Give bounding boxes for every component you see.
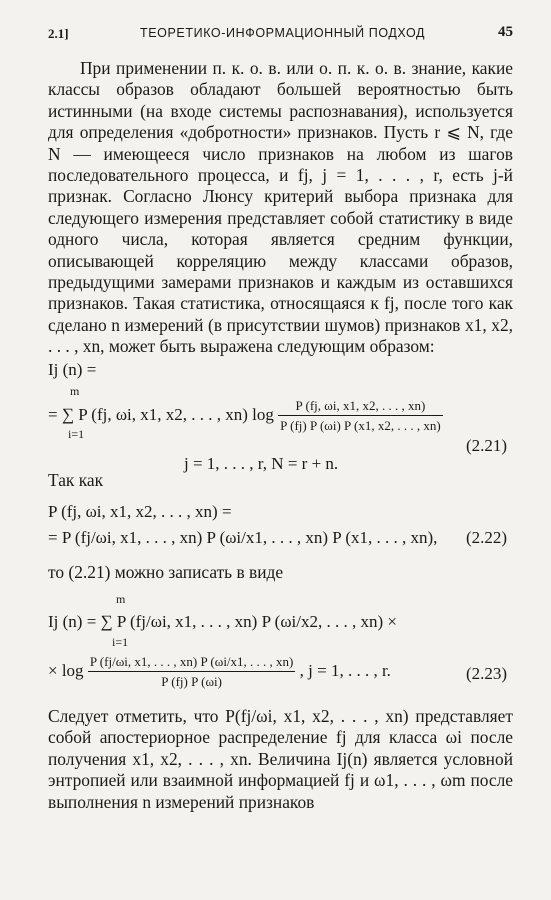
eq-223-denominator: P (fj) P (ωi) <box>88 671 296 690</box>
eq-222-line1: P (fj, ωi, x1, x2, . . . , xn) = <box>48 502 232 521</box>
eq-221-body <box>48 398 443 434</box>
eq-223-suffix: , j = 1, . . . , r. <box>299 660 391 680</box>
eq-223-sum-bottom: i=1 <box>112 635 129 649</box>
eq-223-line1: Ij (n) = ∑ P (fj/ωi, x1, . . . , xn) P (ωi/x2, . . . , xn) × <box>48 612 397 631</box>
eq-223-prefix: × log <box>48 660 84 680</box>
eq-221-sum-bottom: i=1 <box>68 427 85 441</box>
to-221-text: то (2.21) можно записать в виде <box>48 562 284 582</box>
eq-221-sum-top: m <box>70 384 80 398</box>
eq-222-line2: = P (fj/ωi, x1, . . . , xn) P (ωi/x1, . . . , xn) P (x1, . . . , xn), <box>48 528 438 547</box>
eq-221-numerator: P (fj, ωi, x1, x2, . . . , xn) <box>295 398 426 413</box>
eq-223-sum-top: m <box>116 592 126 606</box>
eq-222-label: (2.22) <box>466 528 508 547</box>
paragraph-conclusion: Следует отметить, что P(fj/ωi, x1, x2, . . . , xn) представляет собой апостериорное распределение fj для класса ωi после получения x1, x2, . . . , xn. Величина Ij(n) является условной энтропией или взаимной информацией fj и ω1, . . . , ωm после выполнения n измерений признаков <box>48 706 513 812</box>
section-number: 2.1] <box>48 26 69 41</box>
paragraph-intro: При применении п. к. о. в. или о. п. к. о. в. знание, какие классы образов обладают большей вероятностью быть истинными (на входе системы распознавания), используется для определения «добротности» признаков. Пусть r ⩽ N, где N — имеющееся число признаков на любом из шагов последовательного процесса, и fj, j = 1, . . . , r, есть j-й признак. Согласно Люнсу критерий выбора признака для следующего измерения представляет собой статистику в виде одного числа, которая является средним функции, описывающей корреляцию между классами образов, предыдущими замерами признаков и каждым из оставшихся признаков. Такая статистика, относящаяся к fj, после того как сделано n измерений (в присутствии шумов) признаков x1, x2, . . . , xn, может быть выражена следующим образом: <box>48 58 513 357</box>
tak-kak-text: Так как <box>48 470 104 490</box>
eq-221-denominator: P (fj) P (ωi) P (x1, x2, . . . , xn) <box>278 415 443 434</box>
page-header <box>48 24 513 44</box>
eq-223-label: (2.23) <box>466 664 508 683</box>
eq-223-fraction <box>88 654 296 690</box>
page-number: 45 <box>498 24 513 40</box>
eq-221-condition: j = 1, . . . , r, N = r + n. <box>184 454 339 473</box>
eq-223-numerator: P (fj/ωi, x1, . . . , xn) P (ωi/x1, . . . , xn) <box>89 654 294 669</box>
eq-221-fraction <box>278 398 443 434</box>
eq-221-expression: = ∑ P (fj, ωi, x1, x2, . . . , xn) log <box>48 404 274 424</box>
running-title: ТЕОРЕТИКО-ИНФОРМАЦИОННЫЙ ПОДХОД <box>140 26 426 40</box>
eq-221-label: (2.21) <box>466 436 508 455</box>
eq-223-line2 <box>48 654 391 690</box>
eq-221-lhs: Ij (n) = <box>48 360 97 379</box>
